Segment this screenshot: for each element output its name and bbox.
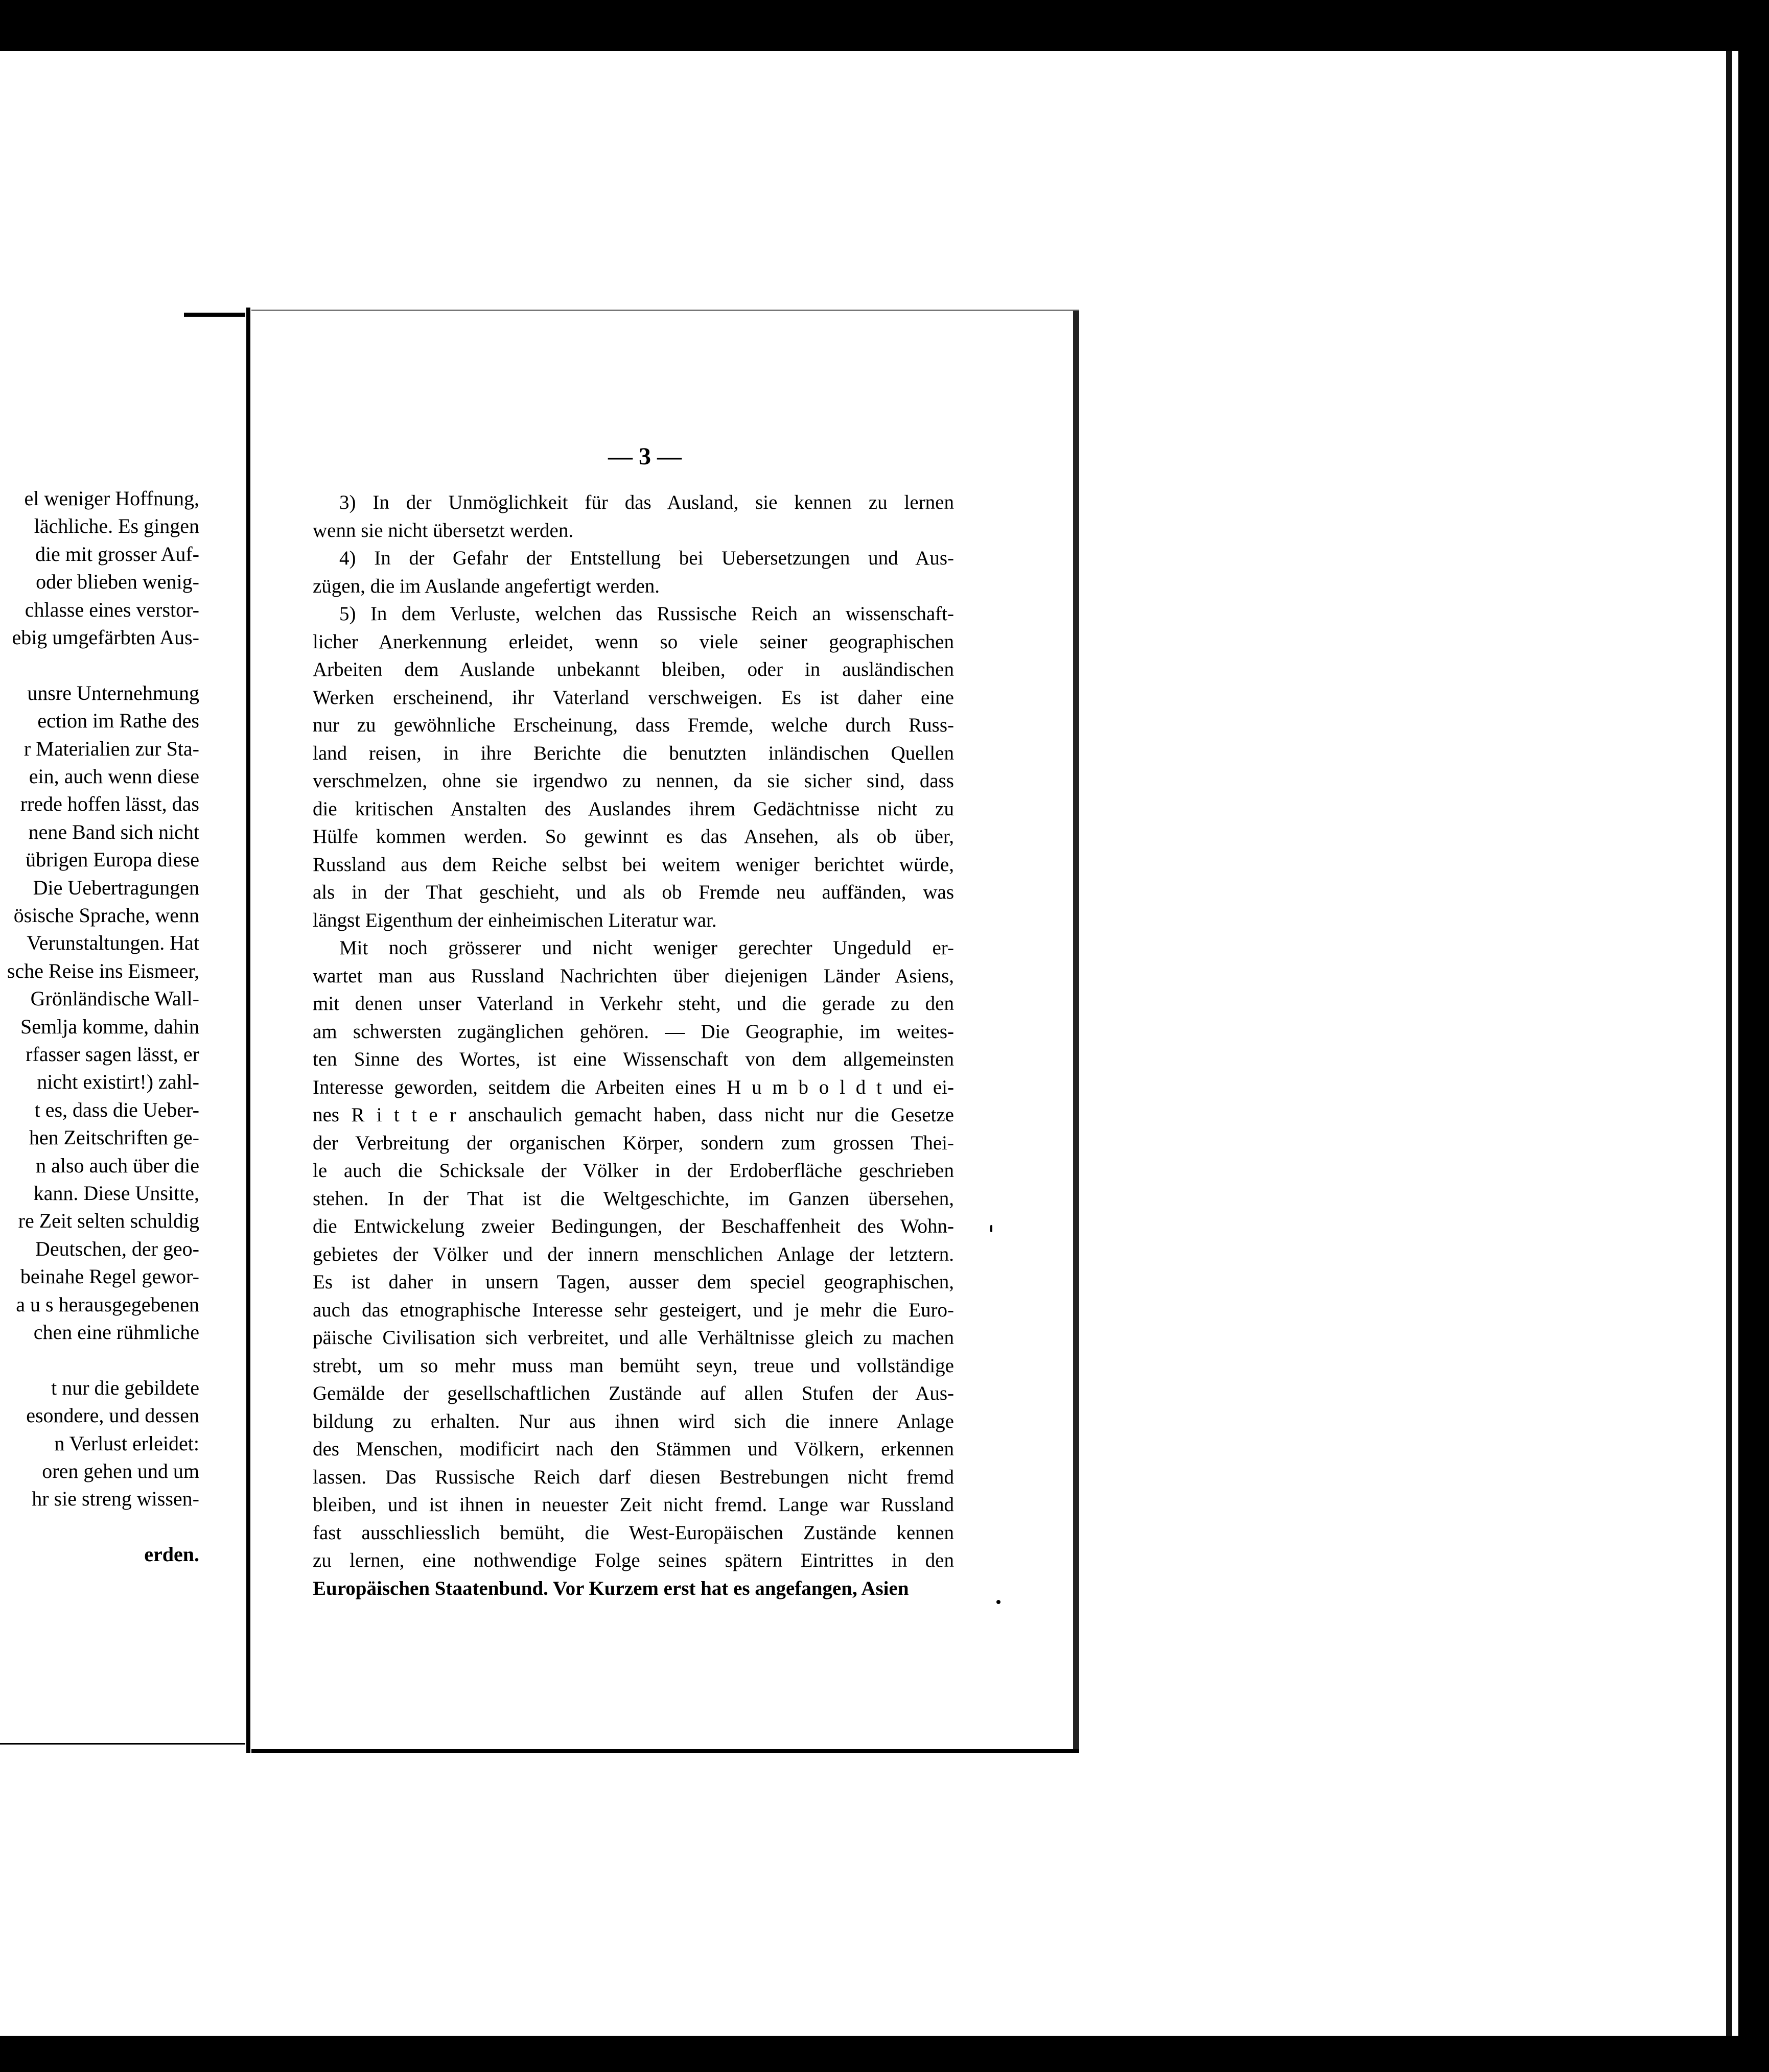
right-page-bottom-rule (251, 1749, 1079, 1753)
left-text-line: n Verlust erleidet: (54, 1431, 199, 1455)
left-text-line: hr sie streng wissen- (32, 1487, 199, 1511)
text-line: Arbeiten dem Auslande unbekannt bleiben, oder in ausländischen (313, 658, 954, 680)
text-line: 3) In der Unmöglichkeit für das Ausland, sie kennen zu lernen (339, 491, 954, 513)
text-line: längst Eigenthum der einheimischen Literatur war. (313, 909, 717, 931)
left-page-top-rule (184, 313, 245, 317)
left-text-line: oren gehen und um (42, 1459, 199, 1482)
text-line: Gemälde der gesellschaftlichen Zustände auf allen Stufen der Aus- (313, 1382, 954, 1404)
scan-border-top (0, 0, 1769, 51)
text-line: die Entwickelung zweier Bedingungen, der Beschaffenheit des Wohn- (313, 1215, 954, 1237)
text-line: Europäischen Staatenbund. Vor Kurzem erst hat es angefangen, Asien (313, 1577, 909, 1599)
text-line: als in der That geschieht, und als ob Fremde neu auffänden, was (313, 881, 954, 903)
left-text-line: chen eine rühmliche (33, 1321, 199, 1344)
text-line: mit denen unser Vaterland in Verkehr steht, und die gerade zu den (313, 993, 954, 1015)
text-line: nes R i t t e r anschaulich gemacht haben, dass nicht nur die Gesetze (313, 1104, 954, 1126)
text-line: Hülfe kommen werden. So gewinnt es das Ansehen, als ob über, (313, 826, 954, 847)
left-text-line: Verunstaltungen. Hat (27, 931, 199, 955)
left-text-line: chlasse eines verstor- (25, 598, 199, 621)
text-line: ten Sinne des Wortes, ist eine Wissenschaft von dem allgemeinsten (313, 1048, 954, 1070)
left-text-line: ection im Rathe des (37, 709, 199, 733)
scan-border-bottom (0, 2036, 1769, 2072)
scan-border-right-inner (1726, 51, 1732, 2036)
text-line: 4) In der Gefahr der Entstellung bei Uebersetzungen und Aus- (339, 547, 954, 569)
text-line: le auch die Schicksale der Völker in der Erdoberfläche geschrieben (313, 1160, 954, 1182)
text-line: lassen. Das Russische Reich darf diesen Bestrebungen nicht fremd (313, 1466, 954, 1488)
text-line: zügen, die im Auslande angefertigt werden. (313, 575, 660, 597)
left-text-line: kann. Diese Unsitte, (33, 1182, 199, 1205)
left-text-line: Grönländische Wall- (30, 987, 199, 1010)
text-line: licher Anerkennung erleidet, wenn so viele seiner geographischen (313, 630, 954, 653)
left-text-line: die mit grosser Auf- (35, 542, 199, 566)
text-line: fast ausschliesslich bemüht, die West-Europäischen Zustände kennen (313, 1521, 954, 1544)
text-line: verschmelzen, ohne sie irgendwo zu nennen, da sie sicher sind, dass (313, 770, 954, 792)
book-gutter (246, 308, 250, 1753)
left-text-line: Die Uebertragungen (33, 876, 199, 899)
left-text-line: t nur die gebildete (51, 1376, 199, 1399)
left-text-line: nicht existirt!) zahl- (37, 1070, 199, 1094)
left-text-line: ebig umgefärbten Aus- (12, 626, 199, 649)
left-page-bottom-rule (0, 1743, 245, 1745)
right-page-edge (1073, 311, 1079, 1751)
right-page-top-rule (251, 310, 1079, 311)
text-line: Es ist daher in unsern Tagen, ausser dem speciel geographischen, (313, 1271, 954, 1293)
text-line: päische Civilisation sich verbreitet, und alle Verhältnisse gleich zu machen (313, 1327, 954, 1349)
page-number: — 3 — (608, 443, 682, 470)
text-line: strebt, um so mehr muss man bemüht seyn, treue und vollständige (313, 1354, 954, 1377)
text-line: 5) In dem Verluste, welchen das Russische Reich an wissenschaft- (339, 603, 954, 625)
scan-border-right (1738, 0, 1769, 2072)
left-text-line: erden. (144, 1543, 199, 1566)
left-text-line: Semlja komme, dahin (20, 1015, 199, 1038)
text-line: der Verbreitung der organischen Körper, sondern zum grossen Thei- (313, 1132, 954, 1154)
left-text-line: re Zeit selten schuldig (18, 1209, 199, 1233)
left-text-line: beinahe Regel gewor- (20, 1265, 199, 1288)
text-line: land reisen, in ihre Berichte die benutzten inländischen Quellen (313, 742, 954, 764)
text-line: bleiben, und ist ihnen in neuester Zeit nicht fremd. Lange war Russland (313, 1494, 954, 1516)
text-line: Werken erscheinend, ihr Vaterland verschweigen. Es ist daher eine (313, 686, 954, 709)
left-text-line: Deutschen, der geo- (35, 1237, 199, 1260)
left-text-line: r Materialien zur Sta- (24, 737, 199, 760)
left-text-line: rrede hoffen lässt, das (20, 792, 199, 816)
text-line: Russland aus dem Reiche selbst bei weitem weniger berichtet würde, (313, 853, 954, 876)
text-line: auch das etnographische Interesse sehr gesteigert, und je mehr die Euro- (313, 1299, 954, 1321)
left-text-line: übrigen Europa diese (26, 848, 199, 872)
left-text-line: el weniger Hoffnung, (24, 487, 199, 510)
left-text-line: a u s herausgegebenen (16, 1292, 199, 1316)
left-text-line: n also auch über die (36, 1153, 199, 1177)
left-text-line: ein, auch wenn diese (29, 765, 199, 788)
text-line: die kritischen Anstalten des Auslandes ihrem Gedächtnisse nicht zu (313, 797, 954, 820)
left-text-line: nene Band sich nicht (28, 820, 199, 843)
text-line: des Menschen, modificirt nach den Stämmen und Völkern, erkennen (313, 1438, 954, 1460)
text-line: bildung zu erhalten. Nur aus ihnen wird sich die innere Anlage (313, 1410, 954, 1432)
text-line: wenn sie nicht übersetzt werden. (313, 519, 574, 541)
left-text-line: hen Zeitschriften ge- (29, 1126, 199, 1149)
text-line: Interesse geworden, seitdem die Arbeiten eines H u m b o l d t und ei- (313, 1076, 954, 1098)
text-line: Mit noch grösserer und nicht weniger gerechter Ungeduld er- (339, 937, 954, 959)
left-text-line: oder blieben wenig- (36, 570, 199, 594)
left-page-fragment (0, 308, 245, 1751)
speck-mark (990, 1225, 992, 1232)
text-line: gebietes der Völker und der innern menschlichen Anlage der letztern. (313, 1243, 954, 1265)
speck-mark (996, 1600, 1000, 1604)
left-text-line: rfasser sagen lässt, er (26, 1043, 199, 1066)
left-text-line: sche Reise ins Eismeer, (7, 959, 199, 982)
text-line: wartet man aus Russland Nachrichten über diejenigen Länder Asiens, (313, 964, 954, 987)
left-text-line: esondere, und dessen (26, 1404, 199, 1427)
right-page (251, 310, 1079, 1753)
text-line: am schwersten zugänglichen gehören. — Die Geographie, im weites- (313, 1020, 954, 1043)
left-text-line: unsre Unternehmung (27, 681, 199, 704)
left-text-line: t es, dass die Ueber- (34, 1098, 199, 1121)
text-line: zu lernen, eine nothwendige Folge seines spätern Eintrittes in den (313, 1549, 954, 1571)
left-text-line: lächliche. Es gingen (34, 514, 199, 538)
left-text-line: ösische Sprache, wenn (13, 904, 199, 927)
text-line: nur zu gewöhnliche Erscheinung, dass Fremde, welche durch Russ- (313, 714, 954, 736)
text-line: stehen. In der That ist die Weltgeschichte, im Ganzen übersehen, (313, 1187, 954, 1210)
